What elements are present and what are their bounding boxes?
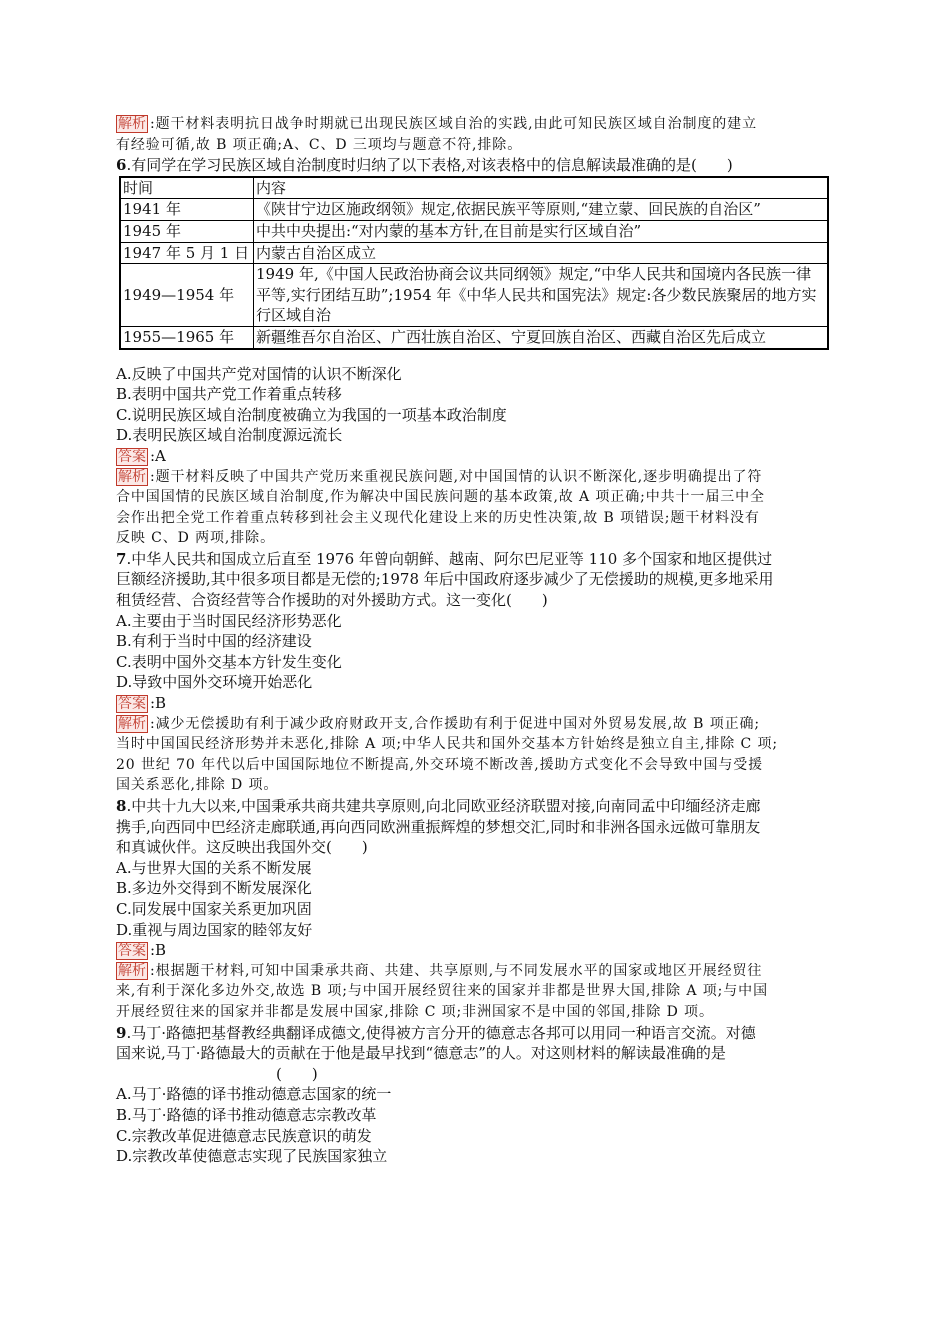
table-cell-content: 中共中央提出:“对内蒙的基本方针,在目前是实行区域自治” xyxy=(254,220,829,242)
q6-analysis-line: 合中国国情的民族区域自治制度,作为解决中国民族问题的基本政策,故 A 项正确;中共十一届三中全 xyxy=(116,489,765,506)
q6-analysis-line: 反映 C、D 两项,排除。 xyxy=(116,530,275,547)
q7-stem: 7.中华人民共和国成立后直至 1976 年曾向朝鲜、越南、阿尔巴尼亚等 110 多个国家和地区提供过 xyxy=(116,549,773,568)
q6-analysis-line: 会作出把全党工作着重点转移到社会主义现代化建设上来的历史性决策,故 B 项错误;题干材料没有 xyxy=(116,509,760,526)
q8-analysis: 解析 :根据题干材料,可知中国秉承共商、共建、共享原则,与不同发展水平的国家或地区开展经贸往 xyxy=(118,962,763,979)
table-cell-time: 1941 年 xyxy=(120,199,254,221)
analysis-tag: 解析 xyxy=(118,116,146,132)
q6-option-b: B.表明中国共产党工作着重点转移 xyxy=(116,385,342,404)
q7-stem-line: 巨额经济援助,其中很多项目都是无偿的;1978 年后中国政府逐步减少了无偿援助的规模,更多地采用 xyxy=(116,570,774,589)
q7-option-d: D.导致中国外交环境开始恶化 xyxy=(116,673,313,692)
q9-number: 9 xyxy=(116,1023,127,1042)
answer-tag: 答案 xyxy=(118,696,146,713)
q6-table xyxy=(119,176,829,350)
q7-answer: 答案 :B xyxy=(118,694,167,713)
table-cell-content: 《陕甘宁边区施政纲领》规定,依据民族平等原则,“建立蒙、回民族的自治区” xyxy=(254,199,829,221)
q7-analysis-line: 国关系恶化,排除 D 项。 xyxy=(116,777,279,794)
q7-number: 7 xyxy=(116,549,127,568)
q7-analysis-line: 20 世纪 70 年代以后中国国际地位不断提高,外交环境不断改善,援助方式变化不会导致中国与受援 xyxy=(116,756,764,773)
table-row xyxy=(120,220,828,242)
q9-option-d: D.宗教改革使德意志实现了民族国家独立 xyxy=(116,1147,388,1166)
q6-analysis: 解析 :题干材料反映了中国共产党历来重视民族问题,对中国国情的认识不断深化,逐步明确提出了符 xyxy=(118,468,763,485)
analysis-tag: 解析 xyxy=(118,962,146,979)
table-cell-content: 1949 年,《中国人民政治协商会议共同纲领》规定,“中华人民共和国境内各民族一律平等,实行团结互助”;1954 年《中华人民共和国宪法》规定:各少数民族聚居的地方实行区域自治 xyxy=(254,264,829,327)
table-cell-time: 1949—1954 年 xyxy=(120,264,254,327)
table-cell-content: 新疆维吾尔自治区、广西壮族自治区、宁夏回族自治区、西藏自治区先后成立 xyxy=(254,326,829,348)
q8-option-a: A.与世界大国的关系不断发展 xyxy=(116,858,312,877)
q6-number: 6 xyxy=(116,156,127,175)
table-row xyxy=(120,264,828,327)
q9-option-c: C.宗教改革促进德意志民族意识的萌发 xyxy=(116,1126,372,1145)
q7-option-b: B.有利于当时中国的经济建设 xyxy=(116,632,312,651)
q5-analysis-line: 有经验可循,故 B 项正确;A、C、D 三项均与题意不符,排除。 xyxy=(116,136,523,153)
q8-option-c: C.同发展中国家关系更加巩固 xyxy=(116,899,312,918)
q6-stem: 6.有同学在学习民族区域自治制度时归纳了以下表格,对该表格中的信息解读最准确的是( ) xyxy=(116,156,733,175)
q7-analysis-line: 当时中国国民经济形势并未恶化,排除 A 项;中华人民共和国外交基本方针始终是独立自主,排除 C 项; xyxy=(116,736,778,753)
answer-tag: 答案 xyxy=(118,448,146,465)
table-cell-time: 1955—1965 年 xyxy=(120,326,254,348)
q8-stem-line: 携手,向西同中巴经济走廊联通,再向西同欧洲重振辉煌的梦想交汇,同时和非洲各国永远做可靠朋友 xyxy=(116,817,761,836)
q8-option-b: B.多边外交得到不断发展深化 xyxy=(116,879,312,898)
q9-stem-blank: ( ) xyxy=(276,1064,318,1083)
q8-answer: 答案 :B xyxy=(118,941,167,960)
q7-analysis: 解析 :减少无偿援助有利于减少政府财政开支,合作援助有利于促进中国对外贸易发展,故 B 项正确; xyxy=(118,715,761,732)
table-cell-time: 1945 年 xyxy=(120,220,254,242)
q7-stem-line: 租赁经营、合资经营等合作援助的对外援助方式。这一变化( ) xyxy=(116,591,548,610)
q6-option-d: D.表明民族区域自治制度源远流长 xyxy=(116,426,343,445)
q9-stem-line: 国来说,马丁·路德最大的贡献在于他是最早找到“德意志”的人。对这则材料的解读最准确的是 xyxy=(116,1044,726,1063)
table-row xyxy=(120,242,828,264)
q9-option-a: A.马丁·路德的译书推动德意志国家的统一 xyxy=(116,1085,392,1104)
q6-option-c: C.说明民族区域自治制度被确立为我国的一项基本政治制度 xyxy=(116,405,507,424)
q6-option-a: A.反映了中国共产党对国情的认识不断深化 xyxy=(116,364,402,383)
table-cell-content: 内蒙古自治区成立 xyxy=(254,242,829,264)
table-row xyxy=(120,199,828,221)
table-header-time: 时间 xyxy=(120,177,254,199)
table-row xyxy=(120,326,828,348)
q9-option-b: B.马丁·路德的译书推动德意志宗教改革 xyxy=(116,1105,377,1124)
q8-stem-line: 和真诚伙伴。这反映出我国外交( ) xyxy=(116,838,368,857)
answer-tag: 答案 xyxy=(118,943,146,960)
q8-stem: 8.中共十九大以来,中国秉承共商共建共享原则,向北同欧亚经济联盟对接,向南同孟中印缅经济走廊 xyxy=(116,797,761,815)
spacer xyxy=(116,350,832,364)
document-page xyxy=(116,114,832,1167)
table-header-content: 内容 xyxy=(254,177,829,199)
q5-analysis: 解析 :题干材料表明抗日战争时期就已出现民族区域自治的实践,由此可知民族区域自治制度的建立 xyxy=(118,116,757,132)
q8-analysis-line: 来,有利于深化多边外交,故选 B 项;与中国开展经贸往来的国家并非都是世界大国,排除 A 项;与中国 xyxy=(116,983,768,1000)
q9-stem: 9.马丁·路德把基督教经典翻译成德文,使得被方言分开的德意志各邦可以用同一种语言交流。对德 xyxy=(116,1023,756,1042)
analysis-tag: 解析 xyxy=(118,715,146,732)
q7-option-c: C.表明中国外交基本方针发生变化 xyxy=(116,652,342,671)
analysis-tag: 解析 xyxy=(118,468,146,485)
q7-option-a: A.主要由于当时国民经济形势恶化 xyxy=(116,611,342,630)
table-cell-time: 1947 年 5 月 1 日 xyxy=(120,242,254,264)
table-header-row xyxy=(120,177,828,199)
q8-option-d: D.重视与周边国家的睦邻友好 xyxy=(116,920,313,939)
q6-answer: 答案 :A xyxy=(118,446,166,465)
q8-analysis-line: 开展经贸往来的国家并非都是发展中国家,排除 C 项;非洲国家不是中国的邻国,排除 D 项。 xyxy=(116,1003,714,1020)
q8-number: 8 xyxy=(116,797,127,815)
